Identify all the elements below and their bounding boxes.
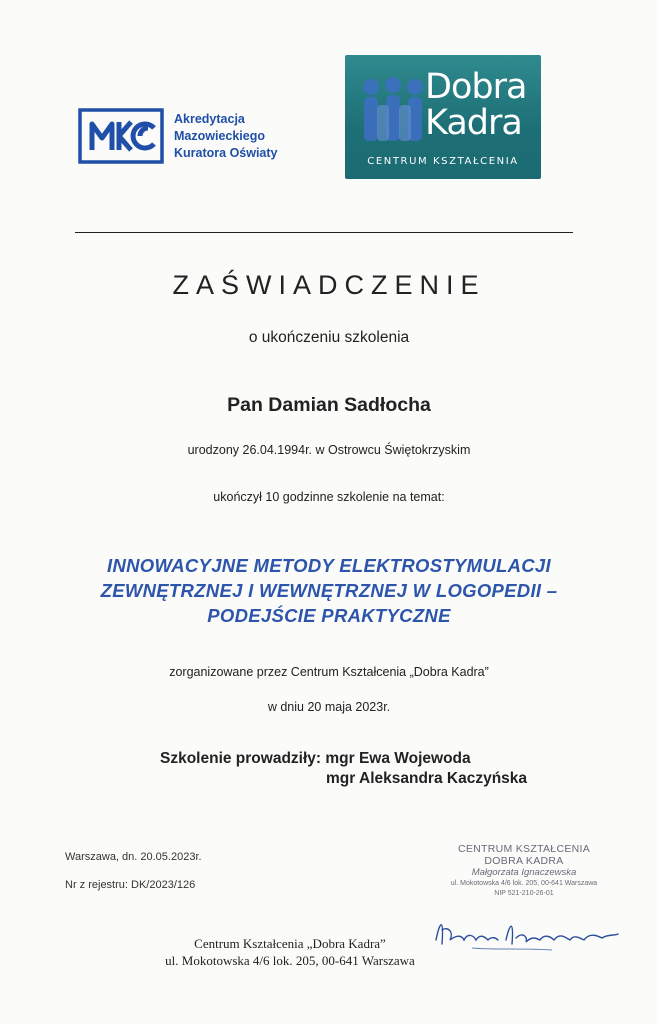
dobra-kadra-logo xyxy=(345,55,541,179)
mko-line-3: Kuratora Oświaty xyxy=(174,145,278,160)
stamp-line-5: NIP 521-210-26-01 xyxy=(494,890,554,897)
stamp-line-3: Małgorzata Ignaczewska xyxy=(471,867,577,878)
trainer-2: mgr Aleksandra Kaczyńska xyxy=(326,770,528,787)
dobra-kadra-title xyxy=(425,69,526,141)
dk-title-line-1: Dobra xyxy=(425,67,527,107)
recipient-name: Pan Damian Sadłocha xyxy=(227,394,431,416)
stamp-line-2: DOBRA KADRA xyxy=(484,855,564,867)
dobra-kadra-subtitle: CENTRUM KSZTAŁCENIA xyxy=(367,156,519,167)
registry-number: Nr z rejestru: DK/2023/126 xyxy=(65,879,196,891)
completion-statement: ukończył 10 godzinne szkolenie na temat: xyxy=(213,490,445,504)
training-topic xyxy=(0,553,658,628)
birth-info: urodzony 26.04.1994r. w Ostrowcu Świętokrzyskim xyxy=(187,443,471,457)
stamp-line-4: ul. Mokotowska 4/6 lok. 205, 00-641 Warszawa xyxy=(450,880,598,887)
trainer-1: mgr Ewa Wojewoda xyxy=(325,750,471,767)
mko-line-2: Mazowieckiego xyxy=(174,128,265,143)
mko-logo xyxy=(78,108,278,164)
topic-line-1: INNOWACYJNE METODY ELEKTROSTYMULACJI xyxy=(107,555,551,576)
place-and-date: Warszawa, dn. 20.05.2023r. xyxy=(65,851,202,863)
mko-line-1: Akredytacja xyxy=(174,111,245,126)
footer-line-1: Centrum Kształcenia „Dobra Kadra” xyxy=(194,936,386,951)
topic-line-2: ZEWNĘTRZNEJ I WEWNĘTRZNEJ W LOGOPEDII – xyxy=(100,580,558,601)
trainers-block xyxy=(160,750,528,787)
organizer-line: zorganizowane przez Centrum Kształcenia „Dobra Kadra” xyxy=(169,665,489,679)
mko-logo-mark-icon xyxy=(78,108,164,164)
certificate-subtitle: o ukończeniu szkolenia xyxy=(248,329,410,346)
trainers-label: Szkolenie prowadziły: xyxy=(160,750,322,767)
stamp-line-1: CENTRUM KSZTAŁCENIA xyxy=(457,843,591,855)
footer-address xyxy=(140,935,440,969)
dk-title-line-2: Kadra xyxy=(425,103,522,143)
handwritten-signature-icon xyxy=(432,910,622,960)
header-divider xyxy=(75,232,573,233)
certificate-title: ZAŚWIADCZENIE xyxy=(172,270,486,300)
organization-stamp xyxy=(448,843,600,898)
footer-line-2: ul. Mokotowska 4/6 lok. 205, 00-641 Warszawa xyxy=(165,953,415,968)
training-date: w dniu 20 maja 2023r. xyxy=(267,700,391,714)
topic-line-3: PODEJŚCIE PRAKTYCZNE xyxy=(207,605,451,626)
mko-logo-text xyxy=(174,111,278,162)
